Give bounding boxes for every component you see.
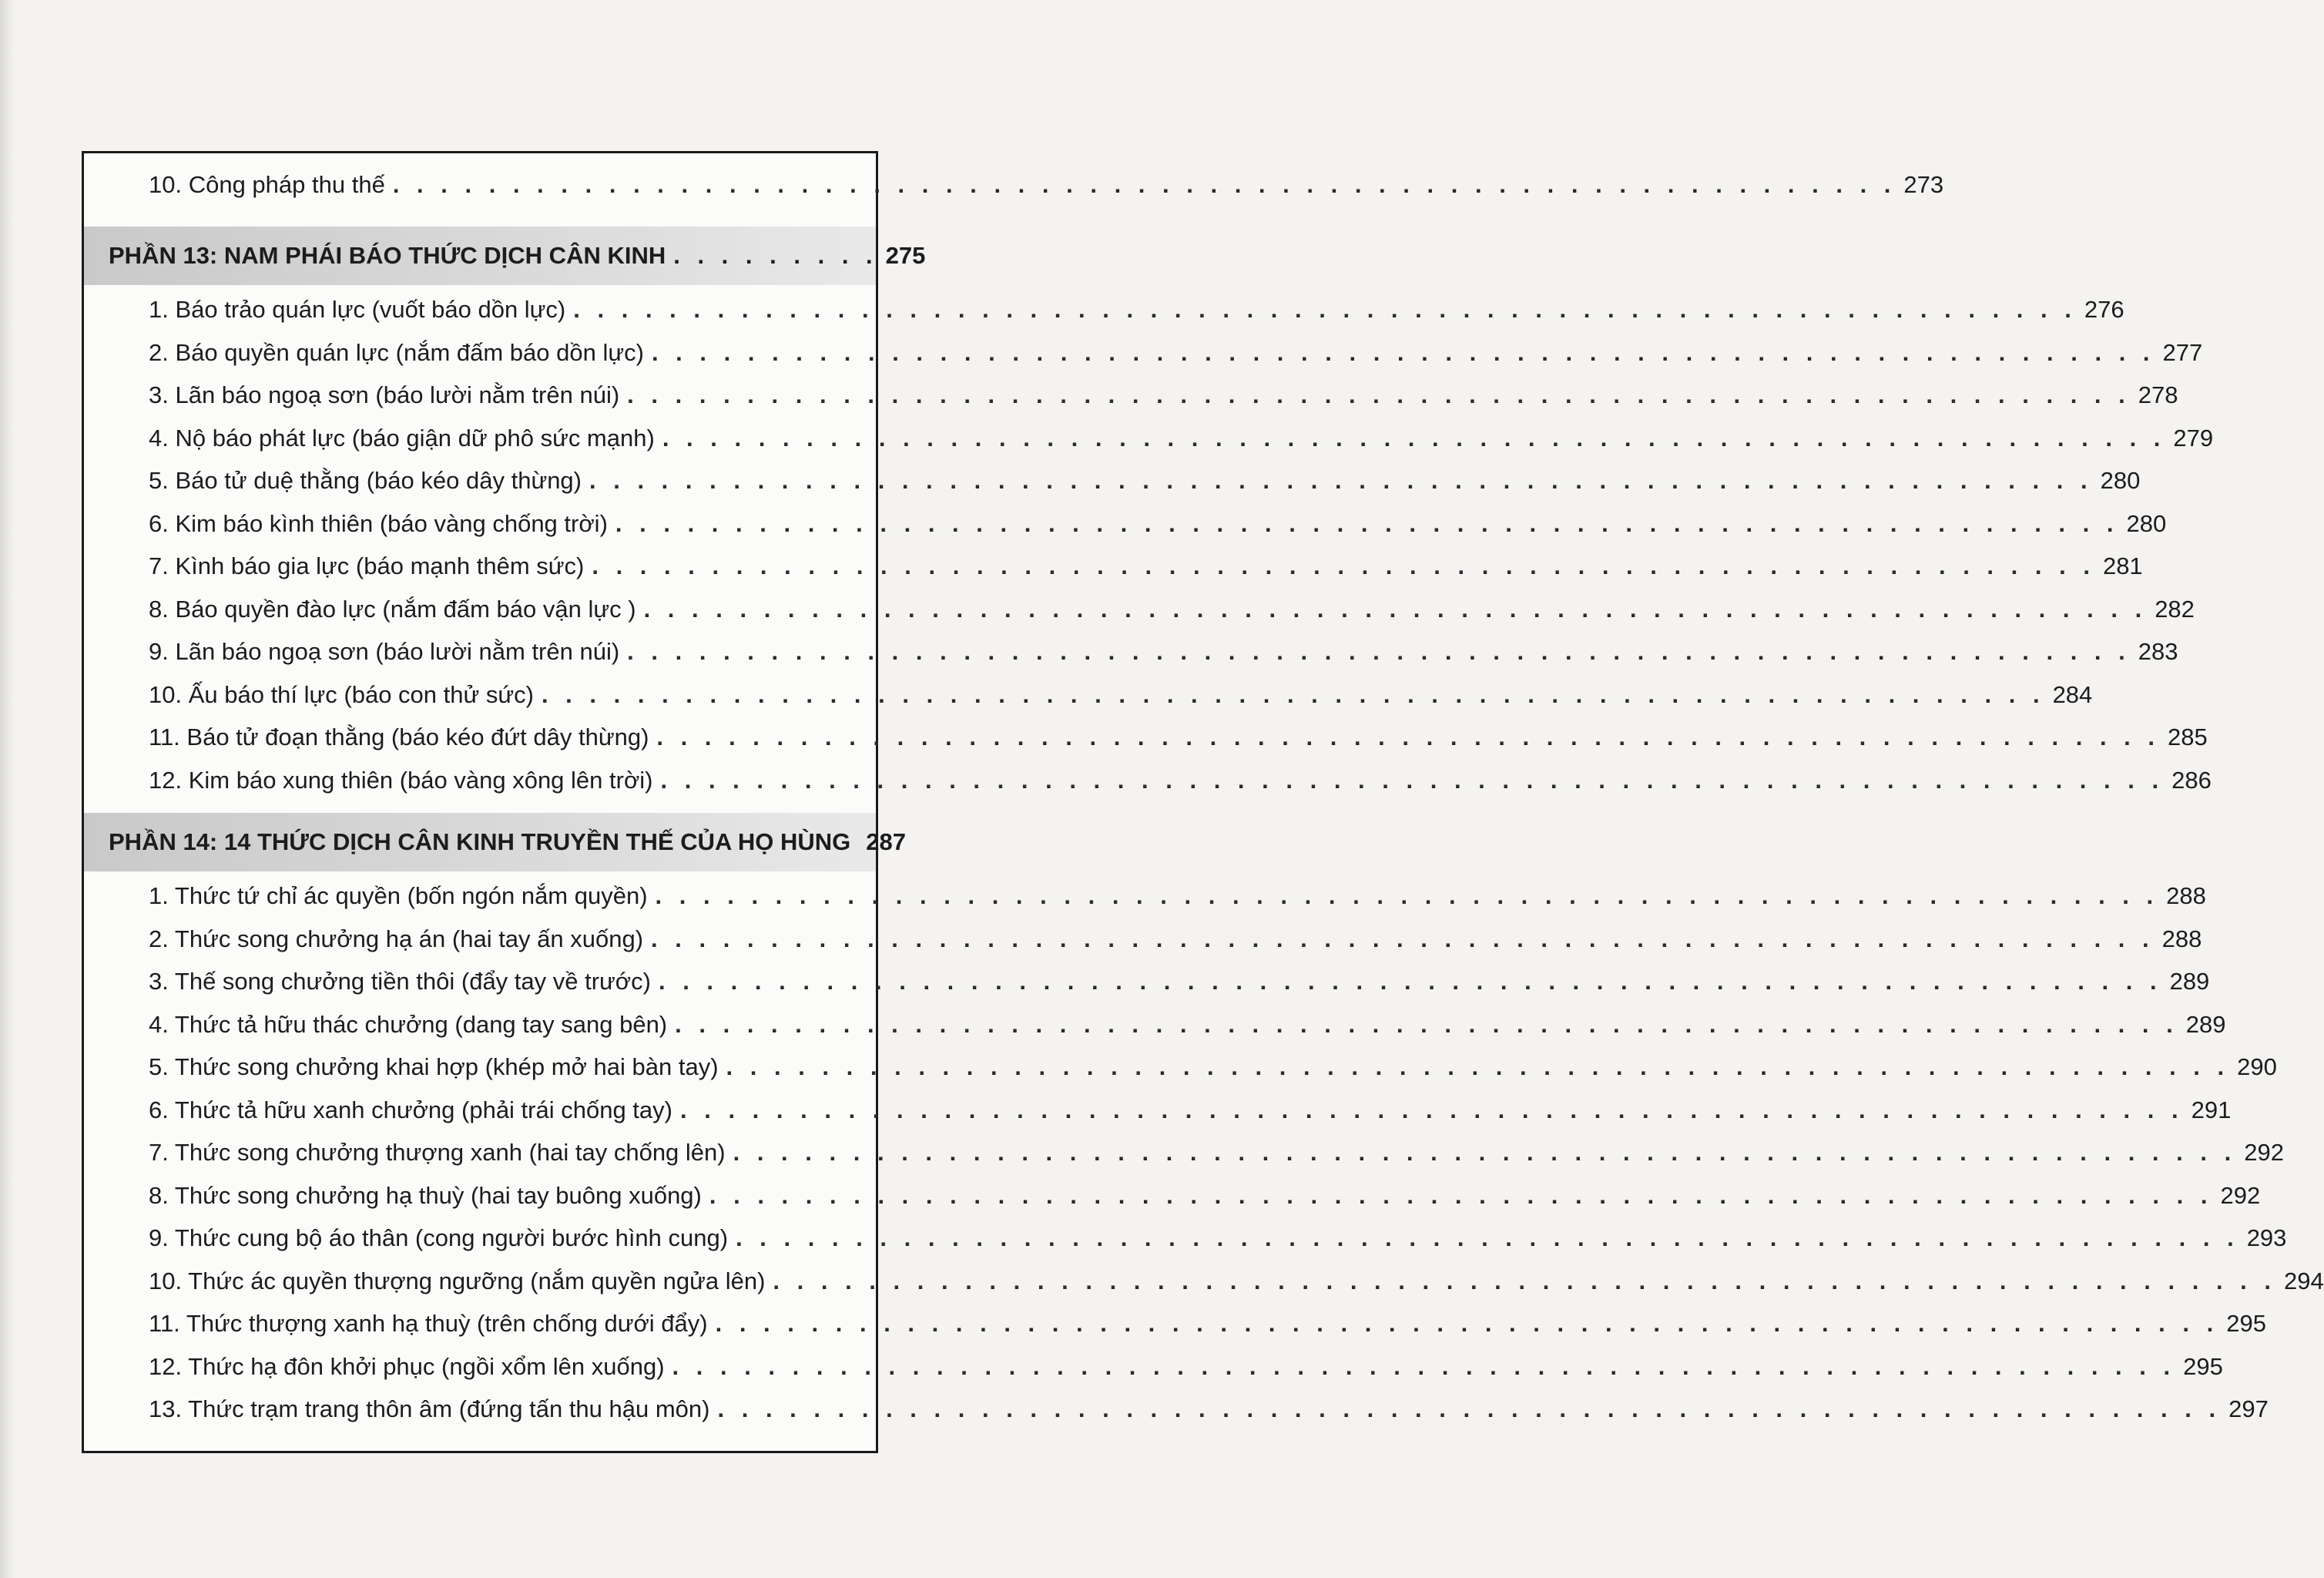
toc-entry <box>149 918 2202 961</box>
leader-dots: . . . . . . . . . . . . . . . . . . . . . . . . . . . . . . . . . . . . . . . . . . . . . . . . . . . . . . . . . . . . . . . <box>709 1181 2213 1209</box>
toc-entry-label: 6. Thức tả hữu xanh chưởng (phải trái chống tay) <box>149 1096 672 1123</box>
toc-entry <box>149 1260 2324 1303</box>
leader-dots: . . . . . . . . . . . . . . . . . . . . . . . . . . . . . . . . . . . . . . . . . . . . . . . . . . . . . . . . . . . . . . . <box>627 638 2131 665</box>
section-heading <box>84 813 906 871</box>
leader-dots: . . . . . . . . . . . . . . . . . . . . . . . . . . . . . . . . . . . . . . . . . . . . . . . . . . . . . . . . . . . . . . . <box>643 595 2148 623</box>
toc-entry-label: 3. Thế song chưởng tiền thôi (đẩy tay về trước) <box>149 968 651 995</box>
leader-dots: . . . . . . . . . . . . . . . . . . . . . . . . . . . . . . . . . . . . . . . . . . . . . . . . . . . . . . . . . . . . . . . <box>726 1053 2230 1080</box>
toc-entry-page: 297 <box>2228 1395 2269 1422</box>
toc-entry-label: 7. Thức song chưởng thượng xanh (hai tay chống lên) <box>149 1139 726 1166</box>
leader-dots: . . . . . . . . . . . . . . . . . . . . . . . . . . . . . . . . . . . . . . . . . . . . . . . . . . . . . . . . . . . . . . . <box>627 381 2131 408</box>
leader-dots: . . . . . . . . . . . . . . . . . . . . . . . . . . . . . . . . . . . . . . . . . . . . . . . . . . . . . . . . . . . . . . . <box>658 968 2162 995</box>
toc-entry <box>149 588 2195 631</box>
toc-entry-page: 292 <box>2220 1181 2261 1209</box>
toc-entry-page: 289 <box>2185 1010 2226 1038</box>
toc-entry-page: 295 <box>2183 1352 2223 1380</box>
toc-entry-label: 12. Thức hạ đôn khởi phục (ngồi xổm lên xuống) <box>149 1352 665 1380</box>
leader-dots: . . . . . . . . . . . . . . . . . . . . . . . . . . . . . . . . . . . . . . . . . . . . . . . . . . . . . . . . . . . . . . . <box>392 171 1896 198</box>
toc-entry-label: 10. Ấu báo thí lực (báo con thử sức) <box>149 680 534 708</box>
leader-dots: . . . . . . . . . . . . . . . . . . . . . . . . . . . . . . . . . . . . . . . . . . . . . . . . . . . . . . . . . . . . . . . <box>773 1267 2277 1294</box>
toc-entry-label: 3. Lãn báo ngoạ sơn (báo lười nằm trên núi) <box>149 381 620 408</box>
toc-entry-label: 4. Thức tả hữu thác chưởng (dang tay sang bên) <box>149 1010 668 1038</box>
toc-entry <box>149 1217 2287 1260</box>
toc-entry-page: 292 <box>2244 1139 2284 1166</box>
toc-entry-page: 281 <box>2102 552 2143 579</box>
toc-entry <box>149 1302 2266 1345</box>
toc-entry <box>149 673 2093 717</box>
leader-dots: . . . . . . . . . . . . . . . . . . . . . . . . . . . . . . . . . . . . . . . . . . . . . . . . . . . . . . . . . . . . . . . <box>541 680 2045 708</box>
toc-entry <box>149 1345 2223 1388</box>
section-page: 287 <box>866 828 906 855</box>
leader-dots: . . . . . . . . . . . . . . . . . . . . . . . . . . . . . . . . . . . . . . . . . . . . . . . . . . . . . . . . . . . . . . . <box>717 1395 2222 1422</box>
leader-dots: . . . . . . . . . . . . . . . . . . . . . . . . . . . . . . . . . . . . . . . . . . . . . . . . . . . . . . . . . . . . . . . <box>660 766 2165 794</box>
leader-dots: . . . . . . . . . . . . . . . . . . . . . . . . . . . . . . . . . . . . . . . . . . . . . . . . . . . . . . . . . . . . . . . <box>733 1139 2237 1166</box>
toc-entry-label: 2. Thức song chưởng hạ án (hai tay ấn xuống) <box>149 925 644 952</box>
leader-dots: . . . . . . . . . . . . . . . . . . . . . . . . . . . . . . . . . . . . . . . . . . . . . . . . . . . . . . . . . . . . . . . <box>672 1352 2176 1380</box>
toc-entry-label: 7. Kình báo gia lực (báo mạnh thêm sức) <box>149 552 585 579</box>
leader-dots: . . . . . . . . . . . . . . . . . . . . . . . . . . . . . . . . . . . . . . . . . . . . . . . . . . . . . . . . . . . . . . . <box>675 1010 2178 1038</box>
toc-entry <box>149 1131 2284 1174</box>
toc-entry-page: 286 <box>2171 766 2212 794</box>
toc-entry-page: 278 <box>2138 381 2178 408</box>
toc-entry-page: 294 <box>2284 1267 2324 1294</box>
toc-entry-page: 288 <box>2161 925 2202 952</box>
toc-entry-label: 4. Nộ báo phát lực (báo giận dữ phô sức mạnh) <box>149 424 655 452</box>
table-of-contents <box>82 151 2324 1453</box>
toc-entry <box>149 1388 2269 1431</box>
toc-entry-page: 285 <box>2168 724 2208 750</box>
leader-dots: . . . . . . . . . . . . . . . . . . . . . . . . . . . . . . . . . . . . . . . . . . . . . . . . . . . . . . . . . . . . . . . <box>615 509 2119 537</box>
toc-entry <box>149 716 2208 759</box>
leader-dots: . . . . . . . . . . . . . . . . . . . . . . . . . . . . . . . . . . . . . . . . . . . . . . . . . . . . . . . . . . . . . . . <box>662 424 2166 452</box>
leader-dots: . . . . . . . . . . . . . . . . . . . . . . . . . . . . . . . . . . . . . . . . . . . . . . . . . . . . . . . . . . . . . . . <box>589 467 2093 494</box>
leader-dots: . . . . . . . . . . . . . . . . . . . . . . . . . . . . . . . . . . . . . . . . . . . . . . . . . . . . . . . . . . . . . . . <box>573 296 2077 323</box>
toc-entry <box>149 459 2141 502</box>
toc-entry-page: 276 <box>2084 296 2124 323</box>
toc-entry <box>149 288 2124 331</box>
toc-entry <box>149 417 2214 460</box>
toc-entry-label: 12. Kim báo xung thiên (báo vàng xông lên trời) <box>149 766 653 794</box>
toc-entry-page: 283 <box>2138 638 2178 665</box>
toc-entry-page: 295 <box>2226 1310 2266 1337</box>
toc-entry <box>149 875 2206 918</box>
toc-entry-page: 279 <box>2173 424 2214 452</box>
toc-entry <box>149 1089 2232 1132</box>
leader-dots: . . . . . . . . . . . . . . . . . . . . . . . . . . . . . . . . . . . . . . . . . . . . . . . . . . . . . . . . . . . . . . . <box>651 925 2155 952</box>
toc-entry <box>149 331 2203 374</box>
toc-entry-label: 5. Thức song chưởng khai hợp (khép mở hai bàn tay) <box>149 1053 719 1080</box>
toc-entry-page: 290 <box>2237 1053 2277 1080</box>
toc-entry <box>149 374 2178 417</box>
section-title: PHẦN 14: 14 THỨC DỊCH CÂN KINH TRUYỀN THẾ CỦA HỌ HÙNG <box>109 828 851 855</box>
toc-entry <box>149 1046 2277 1089</box>
section-page: 275 <box>885 242 926 269</box>
leader-dots: . . . . . . . . . . . . . . . . . . . . . . . . . . . . . . . . . . . . . . . . . . . . . . . . . . . . . . . . . . . . . . . <box>651 338 2155 366</box>
toc-entry-page: 280 <box>2126 509 2167 537</box>
toc-entry <box>149 759 2212 802</box>
leader-dots: . . . . . . . . . . . . . . . . . . . . . . . . . . . . . . . . . . . . . . . . . . . . . . . . . . . . . . . . . . . . . . . <box>680 1096 2184 1123</box>
toc-entry-label: 1. Báo trảo quán lực (vuốt báo dồn lực) <box>149 296 566 323</box>
leader-dots: . . . . . . . . . <box>673 242 878 269</box>
toc-entry-page: 280 <box>2100 467 2141 494</box>
toc-entry-label: 13. Thức trạm trang thôn âm (đứng tấn thu hậu môn) <box>149 1395 710 1422</box>
toc-entry-page: 277 <box>2162 338 2203 366</box>
leader-dots: . . . . . . . . . . . . . . . . . . . . . . . . . . . . . . . . . . . . . . . . . . . . . . . . . . . . . . . . . . . . . . . <box>655 882 2159 909</box>
toc-entry-label: 6. Kim báo kình thiên (báo vàng chống trời) <box>149 509 608 537</box>
toc-entry-page: 282 <box>2155 595 2195 623</box>
toc-entry-label: 8. Báo quyền đào lực (nắm đấm báo vận lực ) <box>149 595 636 623</box>
toc-entry <box>149 960 2210 1003</box>
leader-dots: . . . . . . . . . . . . . . . . . . . . . . . . . . . . . . . . . . . . . . . . . . . . . . . . . . . . . . . . . . . . . . . <box>592 552 2095 579</box>
leader-dots: . . . . . . . . . . . . . . . . . . . . . . . . . . . . . . . . . . . . . . . . . . . . . . . . . . . . . . . . . . . . . . . <box>715 1310 2219 1337</box>
toc-entry-label: 8. Thức song chưởng hạ thuỳ (hai tay buông xuống) <box>149 1181 702 1209</box>
toc-entry-label: 11. Thức thượng xanh hạ thuỳ (trên chống dưới đẩy) <box>149 1310 708 1337</box>
toc-entry <box>149 630 2178 673</box>
toc-entry-label: 5. Báo tử duệ thằng (báo kéo dây thừng) <box>149 467 582 494</box>
leader-dots: . . . . . . . . . . . . . . . . . . . . . . . . . . . . . . . . . . . . . . . . . . . . . . . . . . . . . . . . . . . . . . . <box>656 724 2161 750</box>
toc-entry-label: 10. Công pháp thu thế <box>149 171 385 198</box>
toc-entry-page: 273 <box>1903 171 1944 198</box>
leader-dots: . . . . . . . . . . . . . . . . . . . . . . . . . . . . . . . . . . . . . . . . . . . . . . . . . . . . . . . . . . . . . . . <box>736 1224 2239 1251</box>
toc-entry <box>149 502 2167 546</box>
toc-entry <box>149 545 2143 588</box>
section-title: PHẦN 13: NAM PHÁI BÁO THỨC DỊCH CÂN KINH <box>109 242 666 269</box>
section-heading <box>84 227 926 285</box>
toc-entry-page: 289 <box>2169 968 2210 995</box>
toc-entry-label: 10. Thức ác quyền thượng ngưỡng (nắm quyền ngửa lên) <box>149 1267 766 1294</box>
toc-entry-page: 288 <box>2166 882 2206 909</box>
toc-entry-label: 1. Thức tứ chỉ ác quyền (bốn ngón nắm quyền) <box>149 882 648 909</box>
toc-entry-page: 293 <box>2246 1224 2287 1251</box>
toc-entry-label: 2. Báo quyền quán lực (nắm đấm báo dồn lực) <box>149 338 644 366</box>
toc-entry-page: 284 <box>2052 680 2093 708</box>
toc-entry-label: 9. Lãn báo ngoạ sơn (báo lười nằm trên núi) <box>149 638 620 665</box>
toc-entry <box>149 1174 2261 1217</box>
toc-entry-label: 11. Báo tử đoạn thằng (báo kéo đứt dây thừng) <box>149 724 649 750</box>
page-edge-shadow <box>0 0 14 1578</box>
toc-entry-label: 9. Thức cung bộ áo thân (cong người bước hình cung) <box>149 1224 729 1251</box>
toc-entry <box>149 163 1944 206</box>
toc-entry-page: 291 <box>2191 1096 2232 1123</box>
toc-entry <box>149 1003 2226 1046</box>
toc-rows <box>84 153 2324 1451</box>
